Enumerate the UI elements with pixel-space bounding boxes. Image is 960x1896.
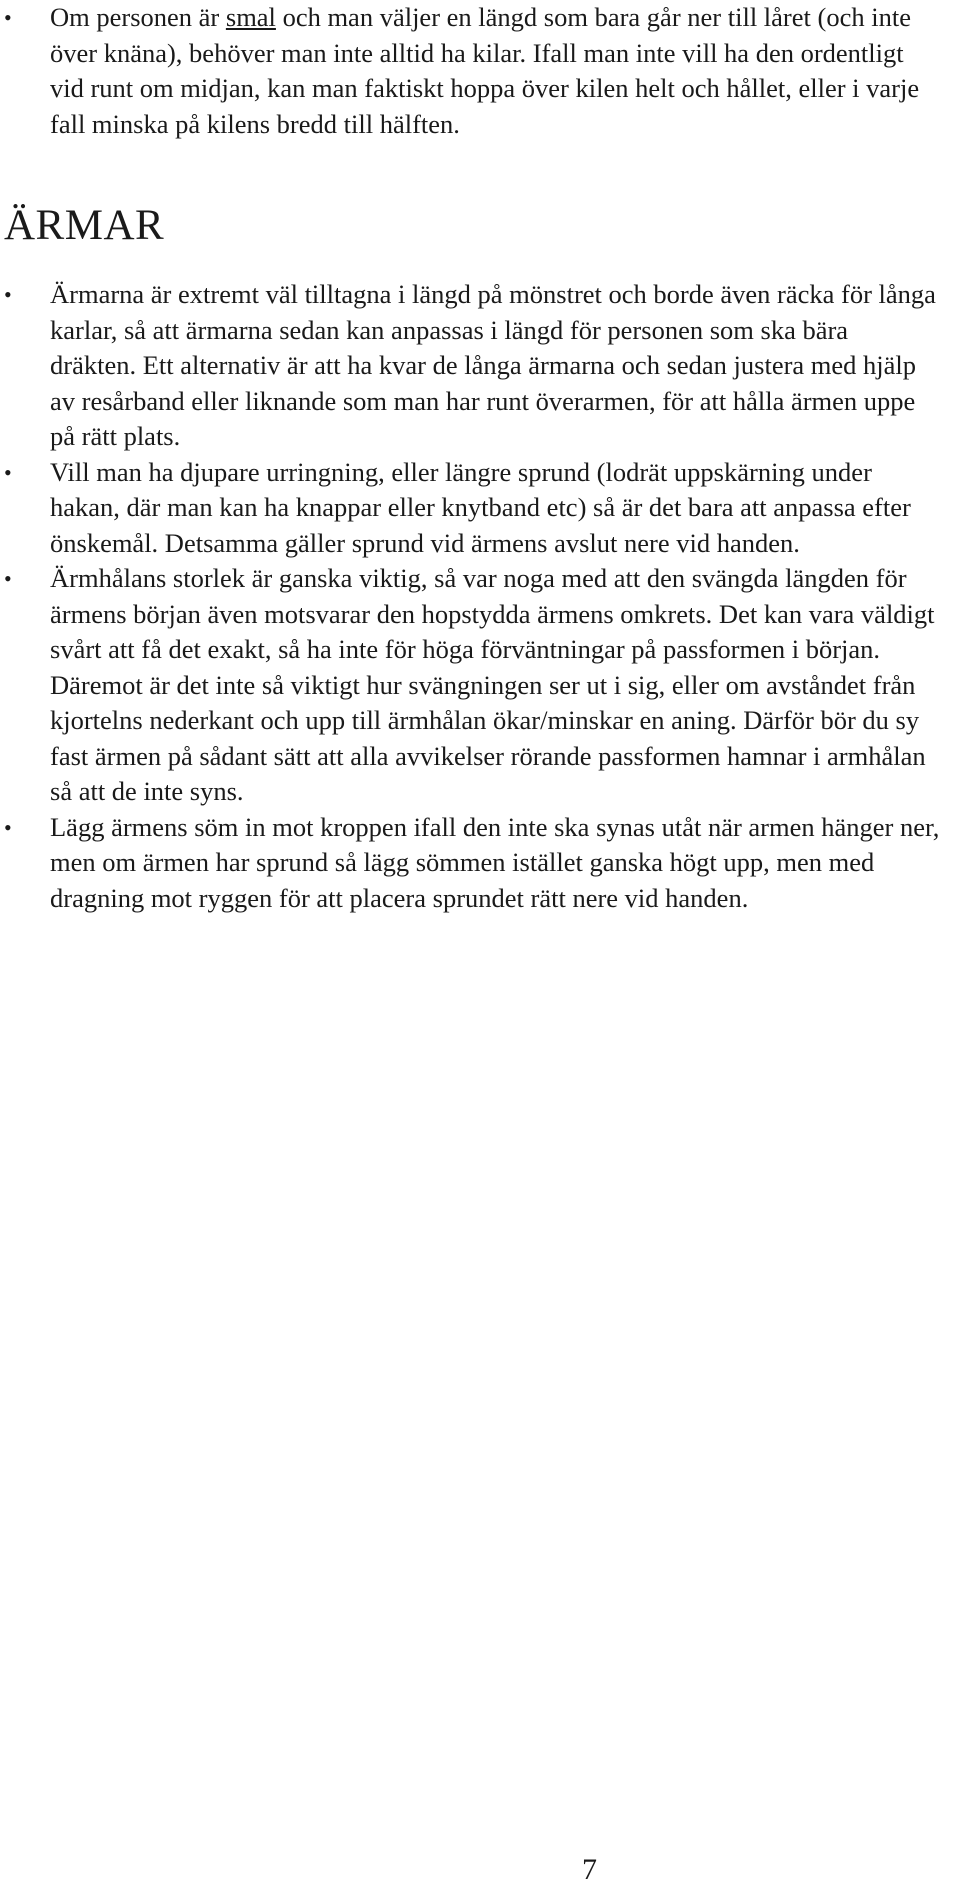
intro-text-start: Om personen är <box>50 2 226 32</box>
section-bullet-list <box>0 277 960 916</box>
list-item <box>0 0 960 142</box>
intro-text <box>50 2 919 139</box>
intro-list <box>0 0 960 142</box>
list-item-text: Ärmarna är extremt väl tilltagna i längd på mönstret och borde även räcka för långa karlar, så att ärmarna sedan kan anpassas i längd för personen som ska bära dräkten. Ett alternativ är att ha kvar de långa ärmarna och sedan justera med hjälp av resårband eller liknande som man har runt överarmen, för att hålla ärmen uppe på rätt plats. <box>50 279 936 451</box>
underlined-word: smal <box>225 2 276 32</box>
page-number: 7 <box>582 1853 597 1886</box>
list-item <box>0 455 960 562</box>
bullet-icon: • <box>4 459 12 485</box>
bullet-icon: • <box>4 566 12 591</box>
list-item-text: Lägg ärmens söm in mot kroppen ifall den inte ska synas utåt när armen hänger ner, men om ärmen har sprund så lägg sömmen istället ganska högt upp, men med dragning mot ryggen för att placera sprundet rätt nere vid handen. <box>50 811 940 913</box>
bullet-icon: • <box>4 282 12 307</box>
list-item <box>0 277 960 455</box>
bullet-icon: • <box>4 814 12 840</box>
intro-text-end: och man väljer en längd som bara går ner till låret (och inte över knäna), behöver man inte alltid ha kilar. Ifall man inte vill ha den ordentligt vid runt om midjan, kan man faktiskt hoppa över kilen helt och hållet, eller i varje fall minska på kilens bredd till hälften. <box>50 2 920 139</box>
list-item <box>0 810 960 917</box>
list-item-text: Ärmhålans storlek är ganska viktig, så var noga med att den svängda längden för ärmens början även motsvarar den hopstydda ärmens omkrets. Det kan vara väldigt svårt att få det exakt, så ha inte för höga förväntningar på passformen i början. Däremot är det inte så viktigt hur svängningen ser ut i sig, eller om avståndet från kjortelns nederkant och upp till ärmhålan ökar/minskar en aning. Därför bör du sy fast ärmen på sådant sätt att alla avvikelser rörande passformen hamnar i armhålan så att de inte syns. <box>50 563 935 806</box>
list-item <box>0 561 960 810</box>
section-heading: ÄRMAR <box>4 202 165 249</box>
bullet-icon: • <box>4 5 12 30</box>
list-item-text: Vill man ha djupare urringning, eller längre sprund (lodrät uppskärning under hakan, där man kan ha knappar eller knytband etc) så är det bara att anpassa efter önskemål. Detsamma gäller sprund vid ärmens avslut nere vid handen. <box>50 456 911 558</box>
